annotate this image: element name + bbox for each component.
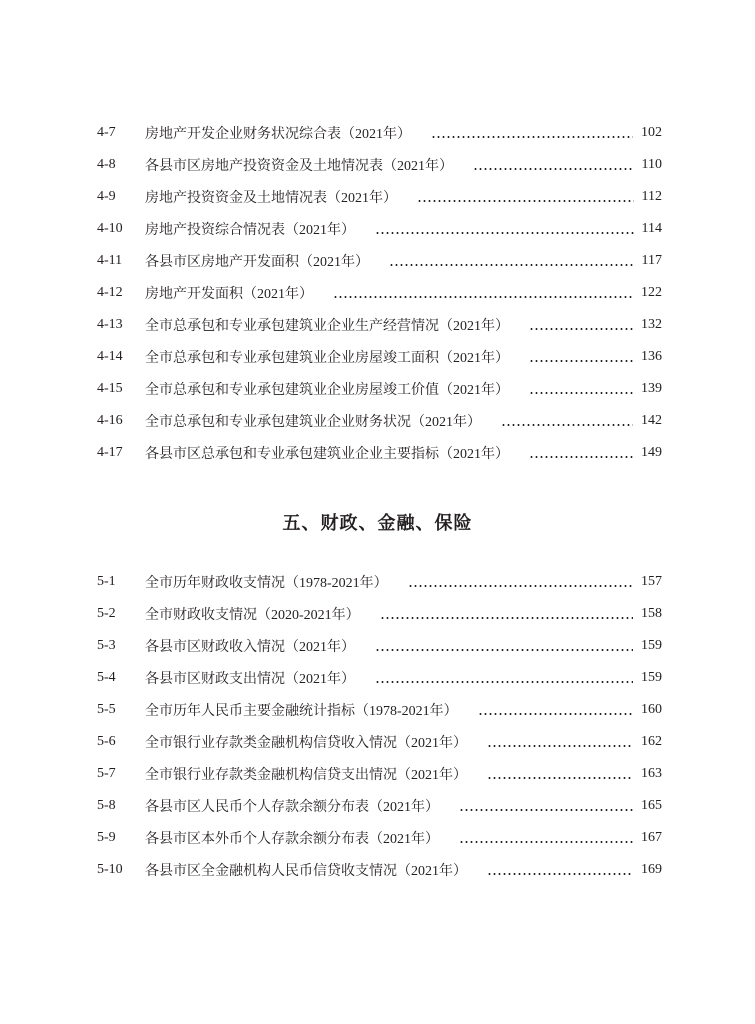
entry-page-number: 110 bbox=[641, 157, 662, 172]
toc-entry[interactable] bbox=[97, 373, 662, 405]
toc-entry[interactable] bbox=[97, 117, 662, 149]
toc-entry[interactable] bbox=[97, 213, 662, 245]
entry-title: 各县市区房地产投资资金及土地情况表（2021年） bbox=[145, 159, 453, 174]
entry-number: 4-12 bbox=[97, 285, 123, 300]
dot-leader bbox=[375, 671, 633, 685]
dot-leader bbox=[459, 831, 633, 845]
toc-entry[interactable] bbox=[97, 854, 662, 886]
entry-title: 各县市区财政收入情况（2021年） bbox=[145, 640, 355, 655]
toc-entry[interactable] bbox=[97, 598, 662, 630]
entry-page-number: 142 bbox=[641, 413, 662, 428]
entry-number: 5-7 bbox=[97, 766, 116, 781]
entry-number: 5-5 bbox=[97, 702, 116, 717]
toc-entry[interactable] bbox=[97, 181, 662, 213]
dot-leader bbox=[529, 350, 633, 364]
toc-entry[interactable] bbox=[97, 245, 662, 277]
toc-entry[interactable] bbox=[97, 726, 662, 758]
dot-leader bbox=[487, 735, 633, 749]
toc-entry[interactable] bbox=[97, 790, 662, 822]
toc-entry[interactable] bbox=[97, 566, 662, 598]
dot-leader bbox=[473, 158, 634, 172]
entry-page-number: 169 bbox=[641, 862, 662, 877]
entry-title: 全市银行业存款类金融机构信贷收入情况（2021年） bbox=[145, 736, 467, 751]
entry-title: 房地产开发企业财务状况综合表（2021年） bbox=[145, 127, 411, 142]
toc-entry[interactable] bbox=[97, 758, 662, 790]
entry-page-number: 117 bbox=[641, 253, 662, 268]
dot-leader bbox=[375, 222, 634, 236]
entry-title: 各县市区财政支出情况（2021年） bbox=[145, 672, 355, 687]
entry-number: 4-13 bbox=[97, 317, 123, 332]
toc-entry[interactable] bbox=[97, 309, 662, 341]
toc-entry[interactable] bbox=[97, 341, 662, 373]
entry-page-number: 165 bbox=[641, 798, 662, 813]
dot-leader bbox=[380, 607, 633, 621]
entry-title: 各县市区总承包和专业承包建筑业企业主要指标（2021年） bbox=[145, 447, 509, 462]
toc-entry[interactable] bbox=[97, 149, 662, 181]
toc-entry[interactable] bbox=[97, 405, 662, 437]
toc-section-4-list bbox=[97, 117, 662, 469]
toc-entry[interactable] bbox=[97, 662, 662, 694]
entry-page-number: 160 bbox=[641, 702, 662, 717]
entry-title: 房地产投资资金及土地情况表（2021年） bbox=[145, 191, 397, 206]
entry-title: 房地产开发面积（2021年） bbox=[145, 287, 313, 302]
dot-leader bbox=[529, 382, 633, 396]
dot-leader bbox=[478, 703, 633, 717]
entry-title: 全市总承包和专业承包建筑业企业房屋竣工价值（2021年） bbox=[145, 383, 509, 398]
toc-entry[interactable] bbox=[97, 277, 662, 309]
entry-number: 5-4 bbox=[97, 670, 116, 685]
toc-entry[interactable] bbox=[97, 822, 662, 854]
entry-page-number: 102 bbox=[641, 125, 662, 140]
entry-number: 4-7 bbox=[97, 125, 116, 140]
entry-page-number: 159 bbox=[641, 670, 662, 685]
dot-leader bbox=[529, 318, 633, 332]
entry-title: 各县市区人民币个人存款余额分布表（2021年） bbox=[145, 800, 439, 815]
entry-number: 4-11 bbox=[97, 253, 123, 268]
entry-number: 5-6 bbox=[97, 734, 116, 749]
toc-entry[interactable] bbox=[97, 694, 662, 726]
dot-leader bbox=[417, 190, 634, 204]
entry-page-number: 149 bbox=[641, 445, 662, 460]
dot-leader bbox=[431, 126, 633, 140]
entry-number: 5-10 bbox=[97, 862, 123, 877]
dot-leader bbox=[487, 767, 633, 781]
entry-title: 各县市区本外币个人存款余额分布表（2021年） bbox=[145, 832, 439, 847]
entry-number: 4-17 bbox=[97, 445, 123, 460]
entry-number: 5-1 bbox=[97, 574, 116, 589]
entry-page-number: 136 bbox=[641, 349, 662, 364]
toc-entry[interactable] bbox=[97, 630, 662, 662]
entry-page-number: 112 bbox=[641, 189, 662, 204]
entry-title: 各县市区全金融机构人民币信贷收支情况（2021年） bbox=[145, 864, 467, 879]
dot-leader bbox=[501, 414, 633, 428]
entry-number: 5-8 bbox=[97, 798, 116, 813]
dot-leader bbox=[459, 799, 633, 813]
entry-number: 4-10 bbox=[97, 221, 123, 236]
dot-leader bbox=[375, 639, 633, 653]
entry-number: 5-2 bbox=[97, 606, 116, 621]
entry-number: 5-9 bbox=[97, 830, 116, 845]
section-heading: 五、财政、金融、保险 bbox=[282, 513, 473, 533]
entry-page-number: 132 bbox=[641, 317, 662, 332]
entry-page-number: 122 bbox=[641, 285, 662, 300]
entry-title: 各县市区房地产开发面积（2021年） bbox=[145, 255, 369, 270]
entry-title: 全市总承包和专业承包建筑业企业财务状况（2021年） bbox=[145, 415, 481, 430]
dot-leader bbox=[529, 446, 633, 460]
entry-number: 4-14 bbox=[97, 349, 123, 364]
entry-title: 全市总承包和专业承包建筑业企业房屋竣工面积（2021年） bbox=[145, 351, 509, 366]
dot-leader bbox=[389, 254, 634, 268]
entry-title: 全市财政收支情况（2020-2021年） bbox=[145, 608, 360, 623]
entry-page-number: 167 bbox=[641, 830, 662, 845]
toc-entry[interactable] bbox=[97, 437, 662, 469]
dot-leader bbox=[408, 575, 633, 589]
entry-title: 全市历年财政收支情况（1978-2021年） bbox=[145, 576, 388, 591]
entry-number: 5-3 bbox=[97, 638, 116, 653]
entry-title: 全市总承包和专业承包建筑业企业生产经营情况（2021年） bbox=[145, 319, 509, 334]
entry-page-number: 159 bbox=[641, 638, 662, 653]
entry-number: 4-9 bbox=[97, 189, 116, 204]
entry-title: 全市历年人民币主要金融统计指标（1978-2021年） bbox=[145, 704, 458, 719]
entry-page-number: 114 bbox=[641, 221, 662, 236]
entry-number: 4-16 bbox=[97, 413, 123, 428]
entry-number: 4-15 bbox=[97, 381, 123, 396]
entry-number: 4-8 bbox=[97, 157, 116, 172]
dot-leader bbox=[487, 863, 633, 877]
toc-section-5-list bbox=[97, 566, 662, 886]
entry-page-number: 139 bbox=[641, 381, 662, 396]
entry-page-number: 162 bbox=[641, 734, 662, 749]
entry-title: 房地产投资综合情况表（2021年） bbox=[145, 223, 355, 238]
entry-page-number: 163 bbox=[641, 766, 662, 781]
entry-page-number: 158 bbox=[641, 606, 662, 621]
entry-title: 全市银行业存款类金融机构信贷支出情况（2021年） bbox=[145, 768, 467, 783]
dot-leader bbox=[333, 286, 633, 300]
entry-page-number: 157 bbox=[641, 574, 662, 589]
